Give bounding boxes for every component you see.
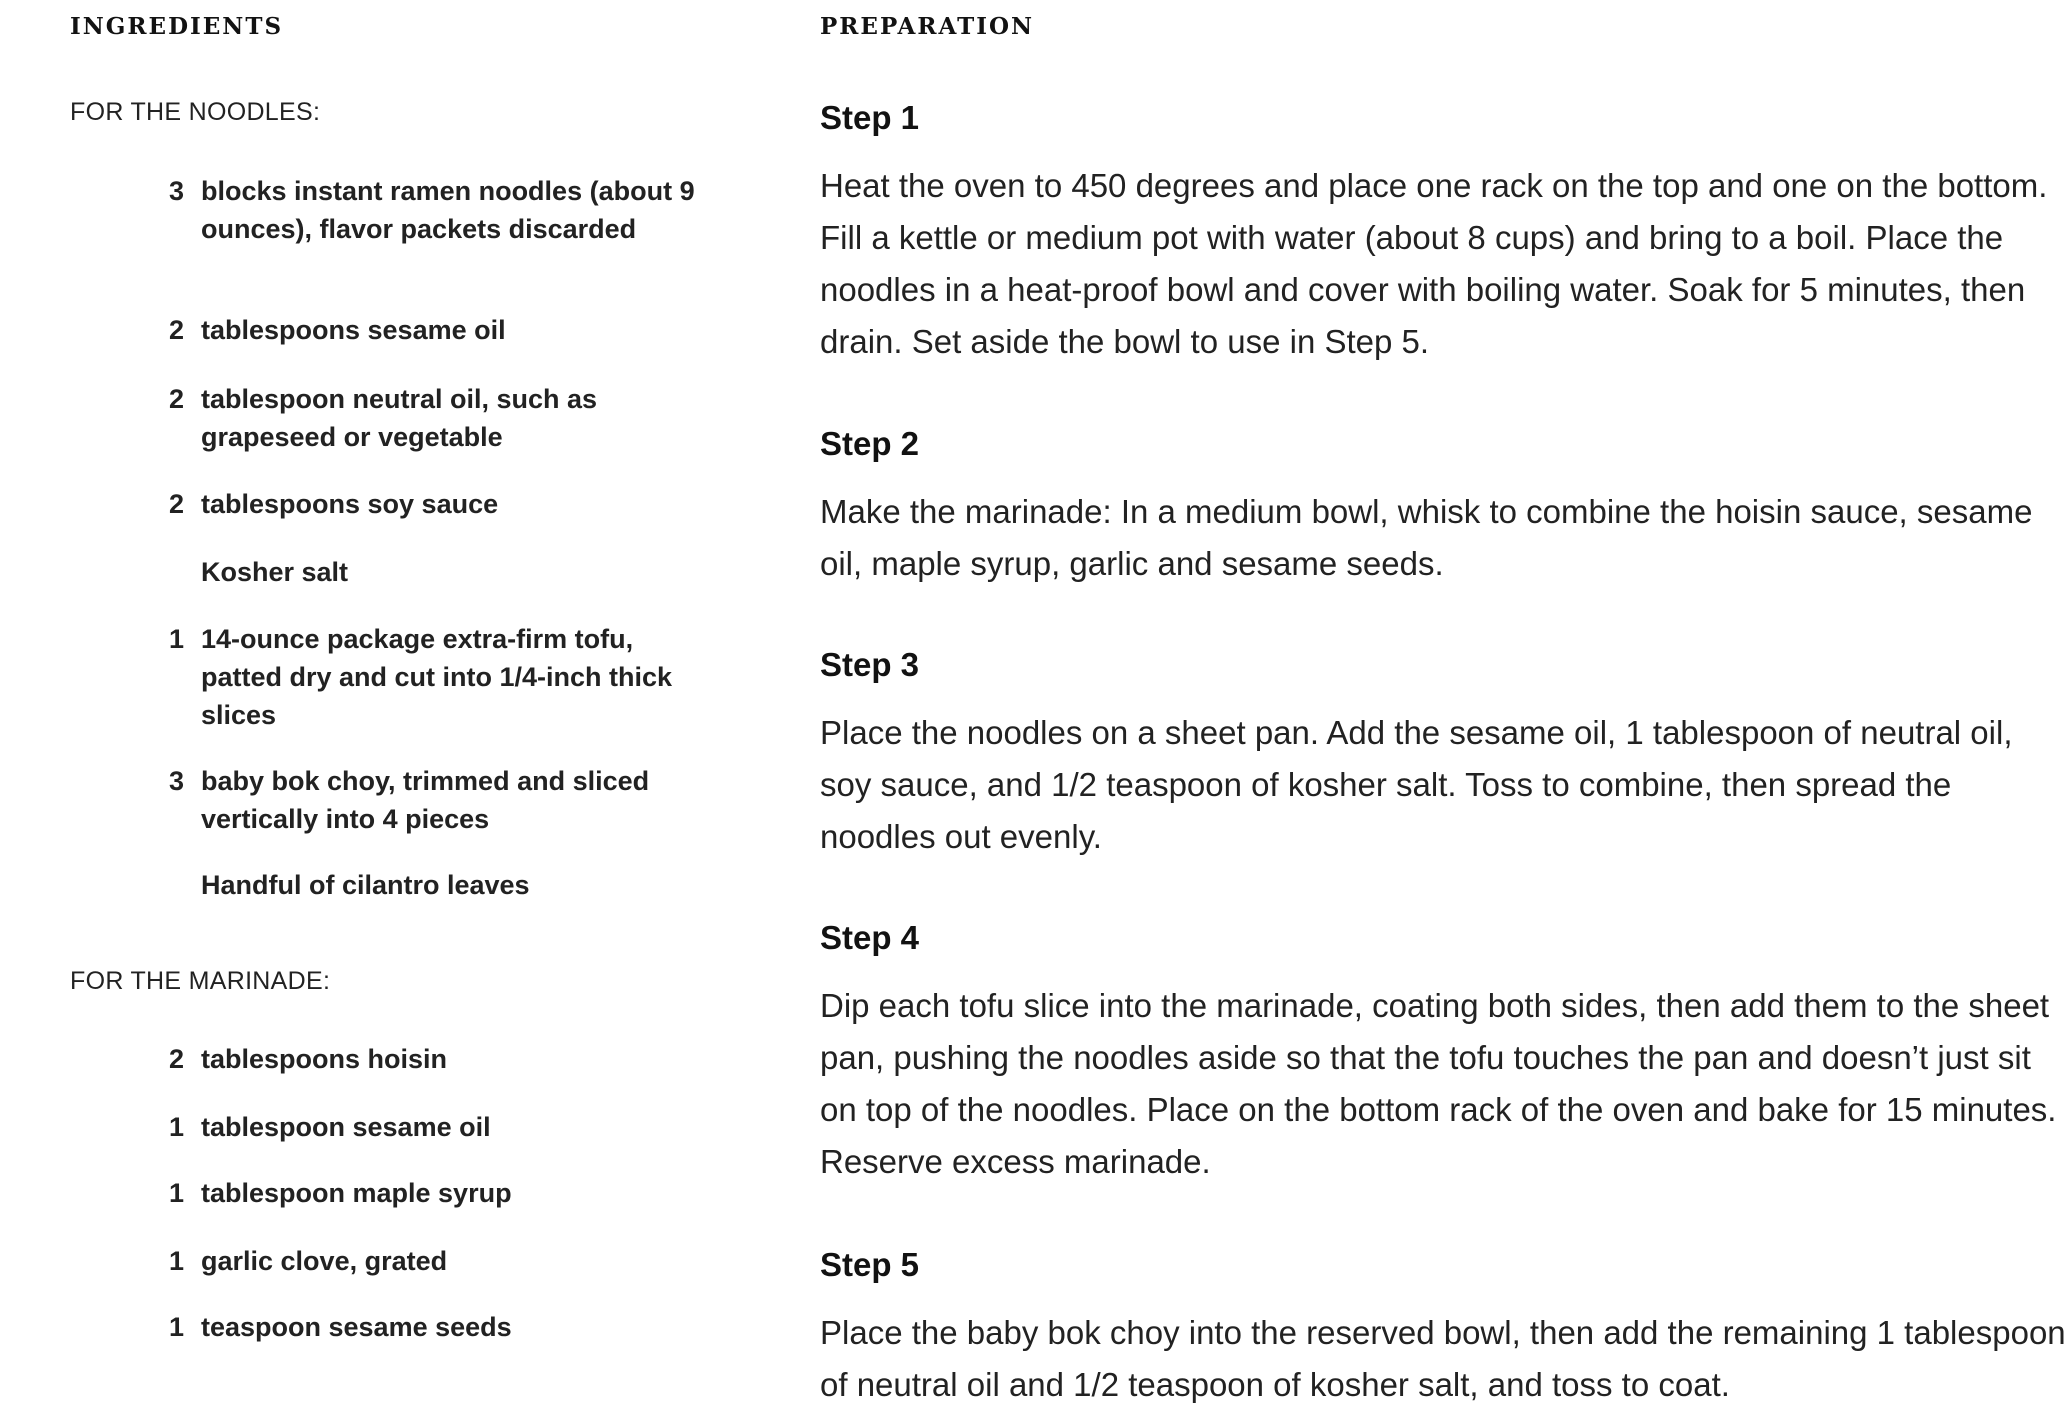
ingredient-qty: 2 xyxy=(168,384,184,414)
ingredients-heading: INGREDIENTS xyxy=(70,13,284,40)
ingredient-qty: 1 xyxy=(168,1312,184,1342)
ingredient-name: tablespoon sesame oil xyxy=(201,1112,491,1142)
step-title: Step 4 xyxy=(820,919,920,956)
step-block xyxy=(820,424,2066,590)
ingredient-name: Kosher salt xyxy=(201,557,349,587)
step-title: Step 3 xyxy=(820,646,920,683)
ingredient-qty: 2 xyxy=(168,489,184,519)
ingredient-qty: 2 xyxy=(168,315,184,345)
step-block xyxy=(820,645,2066,863)
ingredient-name: garlic clove, grated xyxy=(201,1246,448,1276)
step-title: Step 1 xyxy=(820,99,920,136)
step-block xyxy=(820,1245,2066,1411)
step-text: Heat the oven to 450 degrees and place one rack on the top and one on the bottom. Fill a kettle or medium pot with water (about 8 cups) and bring to a boil. Place the noodles in a heat-proof bowl and cover with boiling water. Soak for 5 minutes, then drain. Set aside the bowl to use in Step 5. xyxy=(820,167,2048,360)
ingredient-name: tablespoon maple syrup xyxy=(201,1178,512,1208)
ingredient-qty: 2 xyxy=(168,1044,184,1074)
step-text: Dip each tofu slice into the marinade, coating both sides, then add them to the sheet pan, pushing the noodles aside so that the tofu touches the pan and doesn’t just sit on top of the noodles. Place on the bottom rack of the oven and bake for 15 minutes. Reserve excess marinade. xyxy=(820,987,2057,1180)
ingredient-qty: 3 xyxy=(168,766,184,796)
ingredient-name: teaspoon sesame seeds xyxy=(201,1312,512,1342)
ingredient-qty: 3 xyxy=(168,176,184,206)
step-block xyxy=(820,98,2066,368)
ingredient-name: Handful of cilantro leaves xyxy=(201,870,530,900)
step-text: Make the marinade: In a medium bowl, whisk to combine the hoisin sauce, sesame oil, maple syrup, garlic and sesame seeds. xyxy=(820,493,2033,582)
ingredient-name: blocks instant ramen noodles (about 9 ounces), flavor packets discarded xyxy=(201,176,695,244)
ingredient-name: tablespoons sesame oil xyxy=(201,315,506,345)
ingredient-qty: 1 xyxy=(168,1112,184,1142)
ingredient-name: tablespoon neutral oil, such as grapeseed or vegetable xyxy=(201,384,598,452)
step-block xyxy=(820,918,2066,1188)
ingredient-name: 14-ounce package extra-firm tofu, patted dry and cut into 1/4-inch thick slices xyxy=(201,624,673,730)
step-title: Step 5 xyxy=(820,1246,920,1283)
preparation-heading: PREPARATION xyxy=(820,13,1035,40)
step-title: Step 2 xyxy=(820,425,920,462)
ingredient-name: baby bok choy, trimmed and sliced vertically into 4 pieces xyxy=(201,766,650,834)
group-label-noodles: FOR THE NOODLES: xyxy=(70,98,321,126)
ingredient-qty: 1 xyxy=(168,1246,184,1276)
step-text: Place the noodles on a sheet pan. Add the sesame oil, 1 tablespoon of neutral oil, soy sauce, and 1/2 teaspoon of kosher salt. Toss to combine, then spread the noodles out evenly. xyxy=(820,714,2013,855)
ingredient-qty: 1 xyxy=(168,1178,184,1208)
ingredient-name: tablespoons soy sauce xyxy=(201,489,499,519)
group-label-marinade: FOR THE MARINADE: xyxy=(70,967,331,995)
step-text: Place the baby bok choy into the reserved bowl, then add the remaining 1 tablespoon of neutral oil and 1/2 teaspoon of kosher salt, and toss to coat. xyxy=(820,1314,2066,1403)
ingredient-name: tablespoons hoisin xyxy=(201,1044,448,1074)
ingredient-qty: 1 xyxy=(168,624,184,654)
